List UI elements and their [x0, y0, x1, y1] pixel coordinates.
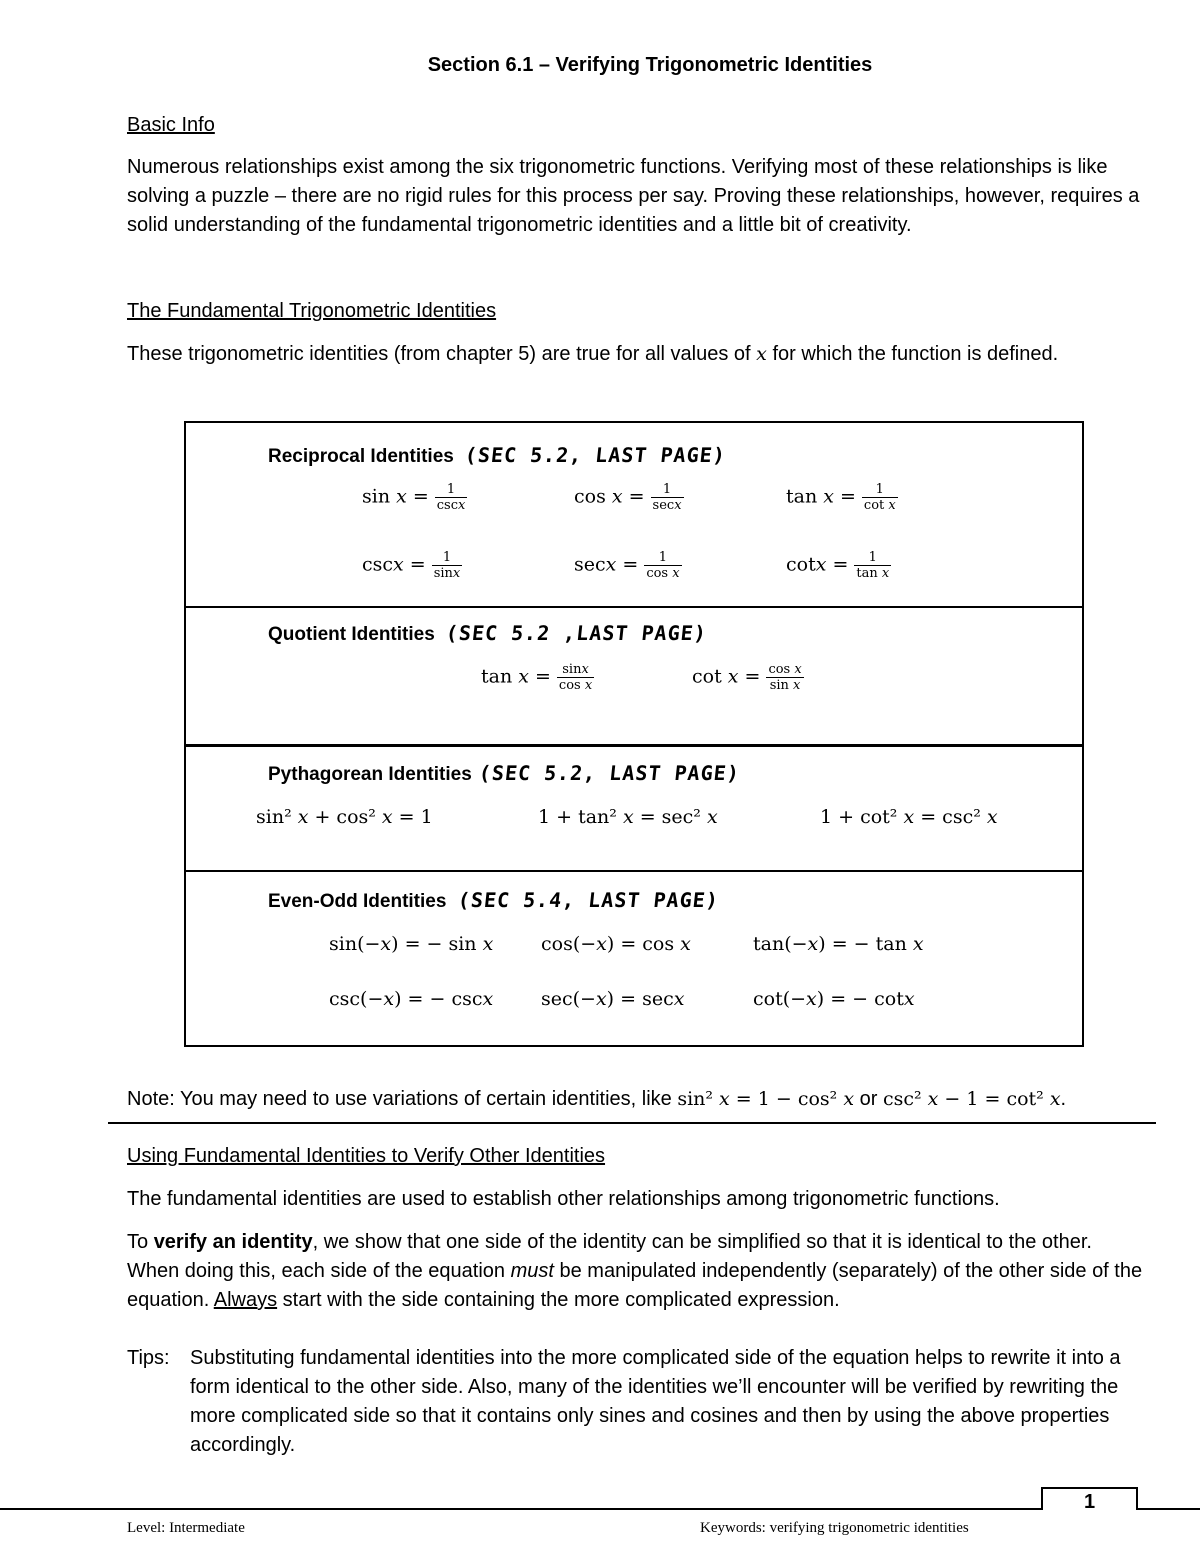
- note-line: [127, 1085, 1066, 1114]
- even-odd-handwritten-note: (SEC 5.4, LAST PAGE): [456, 888, 720, 912]
- reciprocal-identity: csc𝑥 = $\frac{1}{\text{sin𝑥}}$: [362, 550, 461, 581]
- basic-info-heading: Basic Info: [127, 114, 215, 136]
- quotient-identity: cot 𝑥 = $\frac{\text{cos 𝑥}}{\text{sin 𝑥}}$: [692, 662, 802, 693]
- reciprocal-identity: sin 𝑥 = $\frac{1}{\text{csc𝑥}}$: [362, 482, 466, 513]
- tips-text: Substituting fundamental identities into the more complicated side of the equation helps to rewrite it into a form identical to the other side. Also, many of the identities we’ll encounter will be verified by rewriting the more complicated side so that it contains only sines and cosines and then by using the above properties accordingly.: [190, 1347, 1121, 1456]
- even-odd-identity: csc(−𝑥) = − csc𝑥: [329, 988, 494, 1010]
- using-heading: Using Fundamental Identities to Verify Other Identities: [127, 1145, 606, 1167]
- verify-identity-term: verify an identity: [153, 1231, 313, 1253]
- even-odd-title: Even-Odd Identities: [268, 891, 447, 912]
- even-odd-heading: [268, 888, 719, 913]
- using-paragraph-1: The fundamental identities are used to establish other relationships among trigonometric functions.: [127, 1188, 1000, 1210]
- intro-text-end: for which the function is defined.: [766, 343, 1059, 365]
- tips-label: Tips:: [127, 1347, 170, 1369]
- quotient-identity: tan 𝑥 = $\frac{\text{sin𝑥}}{\text{cos 𝑥}}$: [481, 662, 593, 693]
- reciprocal-handwritten-note: (SEC 5.2, LAST PAGE): [463, 443, 728, 467]
- page-number: 1: [1083, 1491, 1096, 1513]
- note-end: .: [1060, 1088, 1067, 1110]
- reciprocal-title: Reciprocal Identities: [268, 446, 454, 467]
- footer-level: Level: Intermediate: [127, 1520, 245, 1536]
- intro-text: These trigonometric identities (from chapter 5) are true for all values of: [127, 343, 757, 365]
- even-odd-identity: tan(−𝑥) = − tan 𝑥: [753, 933, 924, 955]
- table-divider: [184, 744, 1084, 747]
- footer-keywords: Keywords: verifying trigonometric identities: [700, 1520, 969, 1536]
- reciprocal-heading: [268, 443, 726, 468]
- even-odd-identity: cos(−𝑥) = cos 𝑥: [541, 933, 691, 955]
- footer-tab-edge: [1136, 1487, 1138, 1510]
- reciprocal-identity: sec𝑥 = $\frac{1}{\text{cos 𝑥}}$: [574, 550, 680, 581]
- basic-info-text: Numerous relationships exist among the six trigonometric functions. Verifying most of these relationships is like solving a puzzle – there are no rigid rules for this process per say. Proving these relationships, however, requires a solid understanding of the fundamental trigonometric identities and a little bit of creativity.: [127, 156, 1140, 236]
- table-divider: [184, 606, 1084, 608]
- even-odd-identity: sec(−𝑥) = sec𝑥: [541, 988, 685, 1010]
- pythagorean-identity: 1 + cot² 𝑥 = csc² 𝑥: [820, 806, 998, 828]
- even-odd-identity: sin(−𝑥) = − sin 𝑥: [329, 933, 494, 955]
- emphasis-always: Always: [213, 1289, 278, 1311]
- note-or: or: [854, 1088, 883, 1110]
- emphasis-must: must: [510, 1260, 554, 1282]
- reciprocal-identity: cot𝑥 = $\frac{1}{\text{tan 𝑥}}$: [786, 550, 890, 581]
- reciprocal-identity: tan 𝑥 = $\frac{1}{\text{cot 𝑥}}$: [786, 482, 896, 513]
- note-expression: csc² 𝑥 − 1 = cot² 𝑥: [882, 1088, 1061, 1110]
- quotient-handwritten-note: (SEC 5.2 ,LAST PAGE): [444, 621, 709, 645]
- pythagorean-title: Pythagorean Identities: [268, 764, 472, 785]
- footer-tab-top: [1041, 1487, 1138, 1489]
- even-odd-identity: cot(−𝑥) = − cot𝑥: [753, 988, 915, 1010]
- using-paragraph-2: To verify an identity, we show that one side of the identity can be simplified so that it is identical to the other. When doing this, each side of the equation must be manipulated independently (separately) of the other side of the equation. Always start with the side containing the more complicated expression.: [127, 1231, 1143, 1311]
- quotient-title: Quotient Identities: [268, 624, 435, 645]
- page-title: Section 6.1 – Verifying Trigonometric Identities: [427, 54, 873, 76]
- footer-rule: [0, 1508, 1042, 1510]
- note-expression: sin² 𝑥 = 1 − cos² 𝑥: [677, 1088, 855, 1110]
- pythagorean-handwritten-note: (SEC 5.2, LAST PAGE): [477, 761, 742, 785]
- table-divider: [184, 870, 1084, 872]
- note-text: Note: You may need to use variations of certain identities, like: [127, 1088, 678, 1110]
- reciprocal-identity: cos 𝑥 = $\frac{1}{\text{sec𝑥}}$: [574, 482, 682, 513]
- intro-variable: x: [756, 343, 767, 365]
- footer-rule: [1136, 1508, 1200, 1510]
- pythagorean-identity: sin² 𝑥 + cos² 𝑥 = 1: [256, 806, 433, 828]
- pythagorean-identity: 1 + tan² 𝑥 = sec² 𝑥: [538, 806, 718, 828]
- section-divider: [108, 1122, 1156, 1124]
- fundamental-heading: The Fundamental Trigonometric Identities: [127, 300, 497, 322]
- fundamental-intro: [127, 340, 1147, 369]
- pythagorean-heading: [268, 761, 740, 786]
- quotient-heading: [268, 621, 707, 646]
